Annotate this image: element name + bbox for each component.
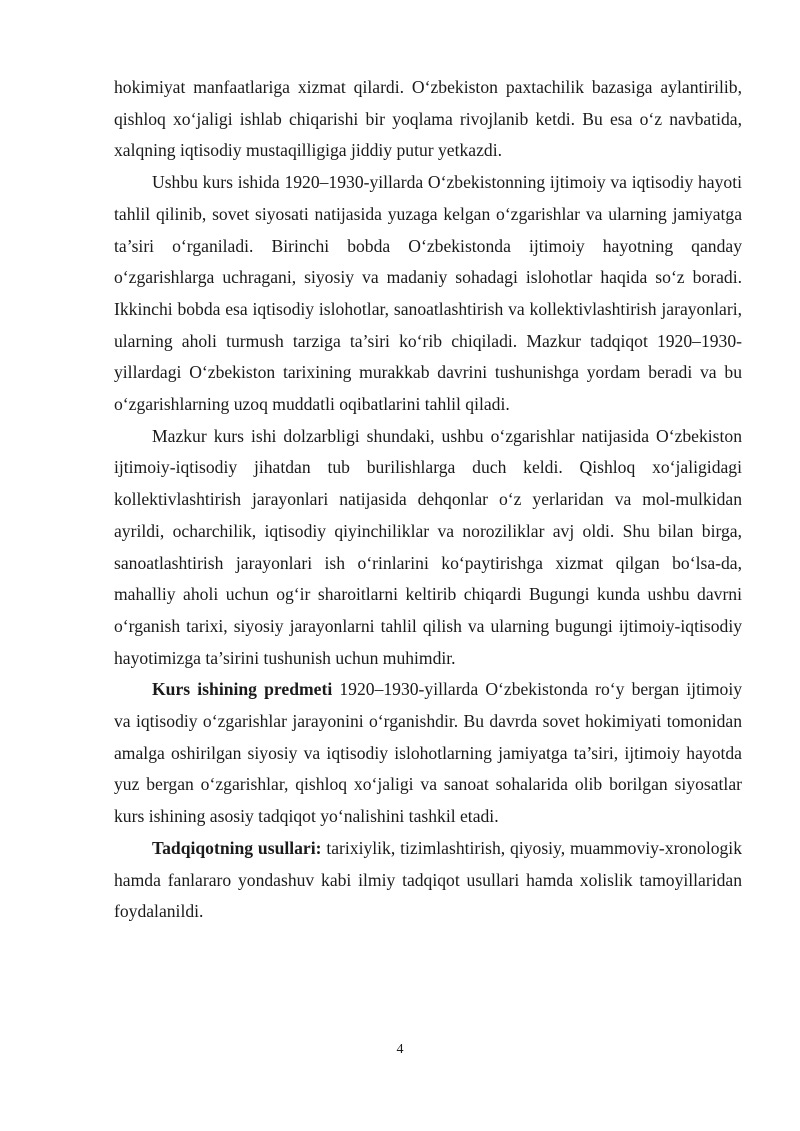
paragraph-text: Mazkur kurs ishi dolzarbligi shundaki, ushbu o‘zgarishlar natijasida O‘zbekiston ijtimoiy-iqtisodiy jihatdan tub burilishlarga duch keldi. Qishloq xo‘jaligidagi kollektivlashtirish jarayonlari natijasida dehqonlar o‘z yerlaridan va mol-mulkidan ayrildi, ocharchilik, iqtisodiy qiyinchiliklar va noroziliklar avj oldi. Shu bilan birga, sanoatlashtirish jarayonlari ish o‘rinlarini ko‘paytirishga xizmat qilgan bo‘lsa-da, mahalliy aholi uchun og‘ir sharoitlarni keltirib chiqardi Bugungi kunda ushbu davrni o‘rganish tarixi, siyosiy jarayonlarni tahlil qilish va ularning bugungi ijtimoiy-iqtisodiy hayotimizga ta’sirini tushunish uchun muhimdir. (114, 425, 742, 668)
paragraph-methods (114, 833, 742, 928)
paragraph-text: hokimiyat manfaatlariga xizmat qilardi. O‘zbekiston paxtachilik bazasiga aylantirilib, qishloq xo‘jaligi ishlab chiqarishi bir yoqlama rivojlanib ketdi. Bu esa o‘z navbatida, xalqning iqtisodiy mustaqilligiga jiddiy putur yetkazdi. (114, 77, 742, 161)
paragraph-lead-heading: Kurs ishining predmeti (152, 679, 333, 700)
paragraph-continuation (114, 72, 742, 167)
paragraph-text: Ushbu kurs ishida 1920–1930-yillarda O‘zbekistonning ijtimoiy va iqtisodiy hayoti tahlil qilinib, sovet siyosati natijasida yuzaga kelgan o‘zgarishlar va ularning jamiyatga ta’siri o‘rganiladi. Birinchi bobda O‘zbekistonda ijtimoiy hayotning qanday o‘zgarishlarga uchragani, siyosiy va madaniy sohadagi islohotlar haqida so‘z boradi. Ikkinchi bobda esa iqtisodiy islohotlar, sanoatlashtirish va kollektivlashtirish jarayonlari, ularning aholi turmush tarziga ta’siri ko‘rib chiqiladi. Mazkur tadqiqot 1920–1930-yillardagi O‘zbekiston tarixining murakkab davrini tushunishga yordam beradi va bu o‘zgarishlarning uzoq muddatli oqibatlarini tahlil qiladi. (114, 172, 742, 415)
paragraph-text: tarixiylik, tizimlashtirish, qiyosiy, muammoviy-xronologik hamda fanlararo yondashuv kabi ilmiy tadqiqot usullari hamda xolislik tamoyillaridan foydalanildi. (114, 837, 742, 922)
paragraph-lead-heading: Tadqiqotning usullari: (152, 837, 322, 858)
paragraph-text: 1920–1930-yillarda O‘zbekistonda ro‘y bergan ijtimoiy va iqtisodiy o‘zgarishlar jarayonini o‘rganishdir. Bu davrda sovet hokimiyati tomonidan amalga oshirilgan siyosiy va iqtisodiy islohotlarning jamiyatga ta’siri, ijtimoiy hayotda yuz bergan o‘zgarishlar, qishloq xo‘jaligi va sanoat sohalarida olib borilgan siyosatlar kurs ishining asosiy tadqiqot yo‘nalishini tashkil etadi. (114, 679, 743, 827)
paragraph-relevance (114, 421, 742, 675)
document-body (114, 72, 742, 928)
page-number: 4 (396, 1042, 404, 1057)
paragraph-subject (114, 674, 742, 833)
paragraph-course-overview (114, 167, 742, 421)
